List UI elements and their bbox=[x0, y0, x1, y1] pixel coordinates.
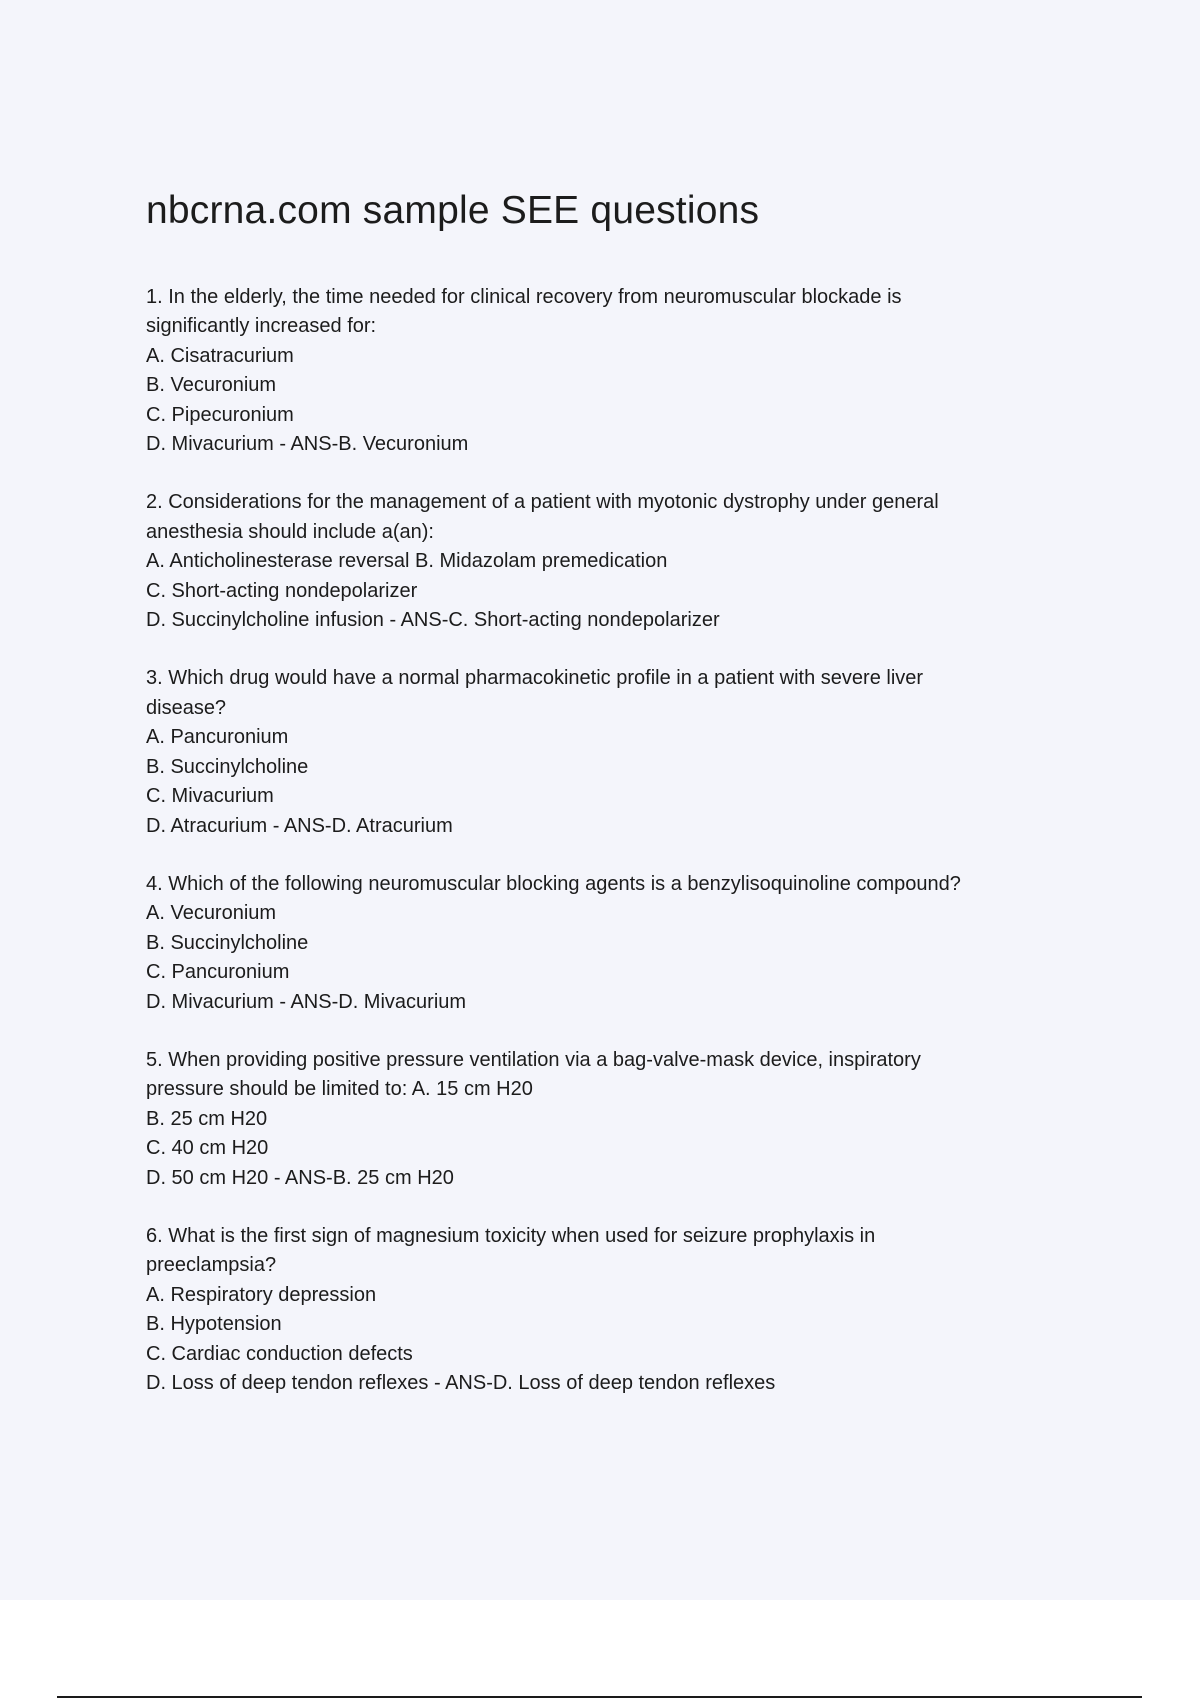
footer-divider bbox=[57, 1696, 1142, 1698]
question-3-option-d-answer: D. Atracurium - ANS-D. Atracurium bbox=[146, 814, 453, 837]
question-4-option-b: B. Succinylcholine bbox=[146, 931, 309, 954]
document-title: nbcrna.com sample SEE questions bbox=[146, 189, 760, 232]
question-1-option-a: A. Cisatracurium bbox=[146, 344, 294, 367]
question-6-stem-line-2: preeclampsia? bbox=[146, 1254, 277, 1277]
question-5-stem-line-2: pressure should be limited to: A. 15 cm H20 bbox=[146, 1078, 533, 1101]
question-3-option-b: B. Succinylcholine bbox=[146, 755, 309, 778]
question-4-option-d-answer: D. Mivacurium - ANS-D. Mivacurium bbox=[146, 990, 467, 1013]
question-2-option-d-answer: D. Succinylcholine infusion - ANS-C. Short-acting nondepolarizer bbox=[146, 609, 720, 632]
question-2 bbox=[146, 488, 1086, 635]
question-4-stem-line-1: 4. Which of the following neuromuscular blocking agents is a benzylisoquinoline compound? bbox=[146, 872, 961, 895]
question-2-option-a-b: A. Anticholinesterase reversal B. Midazolam premedication bbox=[146, 550, 668, 573]
document-content bbox=[146, 185, 1086, 1427]
question-1-option-d-answer: D. Mivacurium - ANS-B. Vecuronium bbox=[146, 433, 469, 456]
question-6-option-b: B. Hypotension bbox=[146, 1313, 282, 1336]
question-6-stem-line-1: 6. What is the first sign of magnesium toxicity when used for seizure prophylaxis in bbox=[146, 1224, 876, 1247]
question-1-option-c: C. Pipecuronium bbox=[146, 403, 294, 426]
question-5 bbox=[146, 1046, 1086, 1193]
question-6-option-d-answer: D. Loss of deep tendon reflexes - ANS-D. Loss of deep tendon reflexes bbox=[146, 1372, 776, 1394]
question-1-stem-line-1: 1. In the elderly, the time needed for clinical recovery from neuromuscular blockade is bbox=[146, 286, 902, 308]
question-5-option-d-answer: D. 50 cm H20 - ANS-B. 25 cm H20 bbox=[146, 1166, 454, 1189]
question-6-option-c: C. Cardiac conduction defects bbox=[146, 1342, 413, 1365]
question-4 bbox=[146, 870, 1086, 1017]
question-5-option-b: B. 25 cm H20 bbox=[146, 1107, 268, 1130]
question-4-option-c: C. Pancuronium bbox=[146, 961, 290, 984]
question-2-stem-line-1: 2. Considerations for the management of a patient with myotonic dystrophy under general bbox=[146, 491, 939, 514]
question-6-option-a: A. Respiratory depression bbox=[146, 1283, 377, 1306]
question-2-stem-line-2: anesthesia should include a(an): bbox=[146, 520, 434, 543]
question-6 bbox=[146, 1222, 1086, 1398]
question-1-option-b: B. Vecuronium bbox=[146, 374, 277, 397]
question-3-option-c: C. Mivacurium bbox=[146, 785, 274, 808]
question-5-option-c: C. 40 cm H20 bbox=[146, 1137, 269, 1160]
question-5-stem-line-1: 5. When providing positive pressure ventilation via a bag-valve-mask device, inspiratory bbox=[146, 1048, 921, 1071]
question-1 bbox=[146, 283, 1086, 459]
question-3-option-a: A. Pancuronium bbox=[146, 726, 289, 749]
question-3-stem-line-1: 3. Which drug would have a normal pharmacokinetic profile in a patient with severe liver bbox=[146, 667, 924, 690]
question-3-stem-line-2: disease? bbox=[146, 696, 227, 719]
question-3 bbox=[146, 664, 1086, 840]
question-1-stem-line-2: significantly increased for: bbox=[146, 315, 377, 338]
question-4-option-a: A. Vecuronium bbox=[146, 902, 277, 925]
question-2-option-c: C. Short-acting nondepolarizer bbox=[146, 579, 418, 602]
